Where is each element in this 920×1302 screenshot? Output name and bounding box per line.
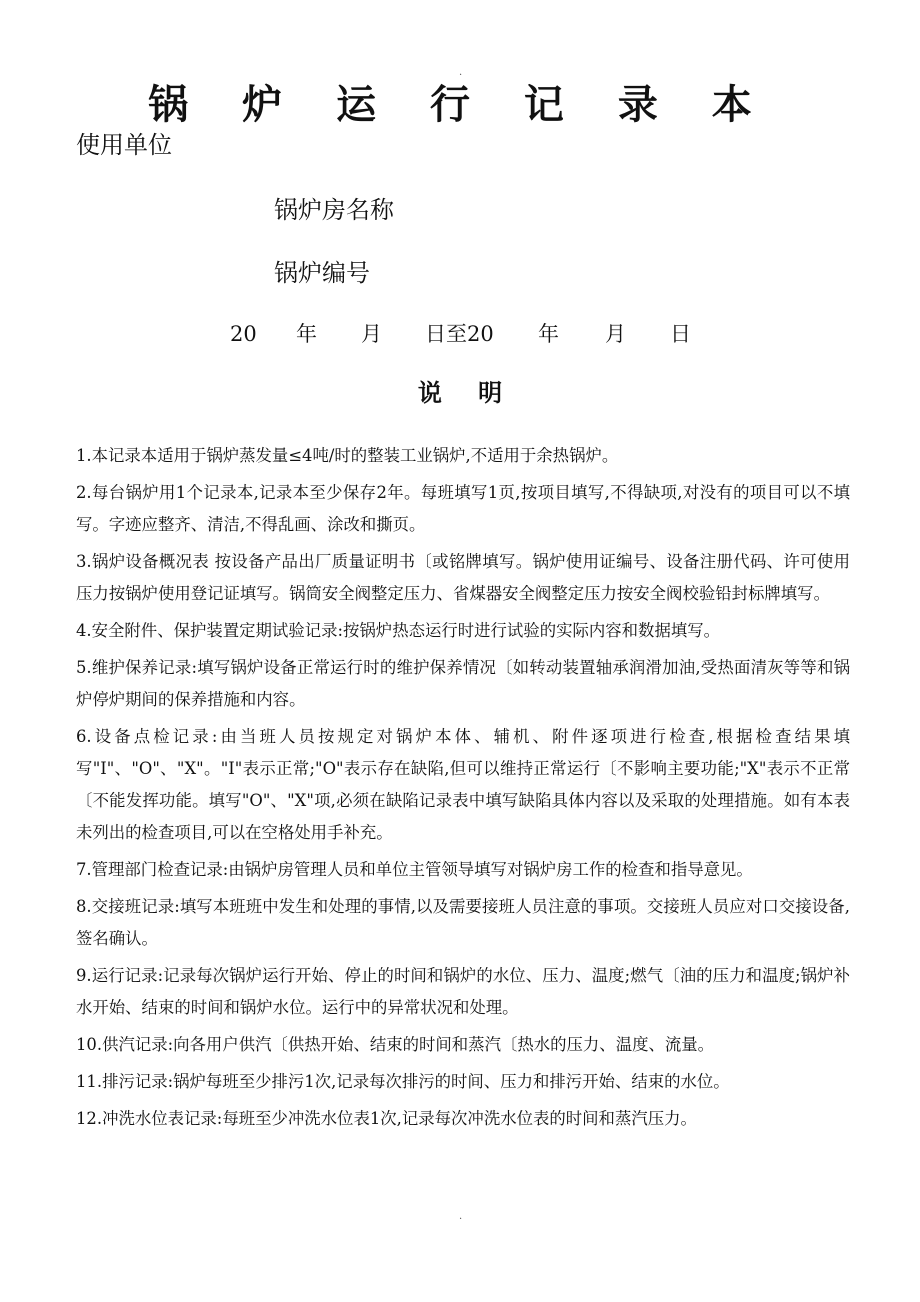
instruction-item: 6.设备点检记录:由当班人员按规定对锅炉本体、辅机、附件逐项进行检查,根据检查结果填写"I"、"O"、"X"。"I"表示正常;"O"表示存在缺陷,但可以维持正常运行〔不影响主要功能;"X"表示不正常〔不能发挥功能。填写"O"、"X"项,必须在缺陷记录表中填写缺陷具体内容以及采取的处理措施。如有本表未列出的检查项目,可以在空格处用手补充。 (76, 727, 850, 842)
date-day-2: 日 (670, 322, 691, 346)
instruction-item: 10.供汽记录:向各用户供汽〔供热开始、结束的时间和蒸汽〔热水的压力、温度、流量。 (76, 1035, 715, 1054)
instruction-item: 9.运行记录:记录每次锅炉运行开始、停止的时间和锅炉的水位、压力、温度;燃气〔油的压力和温度;锅炉补水开始、结束的时间和锅炉水位。运行中的异常状况和处理。 (76, 966, 850, 1017)
use-unit-label: 使用单位 (76, 131, 172, 159)
instructions-heading (0, 378, 920, 408)
instruction-item: 12.冲洗水位表记录:每班至少冲洗水位表1次,记录每次冲洗水位表的时间和蒸汽压力。 (76, 1109, 697, 1128)
date-day-to: 日至20 (425, 322, 494, 346)
date-month-1: 月 (361, 322, 382, 346)
boiler-number-label: 锅炉编号 (274, 259, 370, 287)
instruction-item: 4.安全附件、保护装置定期试验记录:按锅炉热态运行时进行试验的实际内容和数据填写。 (76, 621, 721, 640)
instruction-item: 1.本记录本适用于锅炉蒸发量≤4吨/时的整装工业锅炉,不适用于余热锅炉。 (76, 446, 619, 465)
instructions-heading-part2: 明 (478, 378, 503, 407)
instructions-list (76, 440, 850, 1140)
instructions-heading-part1: 说 (417, 378, 442, 407)
instruction-item: 5.维护保养记录:填写锅炉设备正常运行时的维护保养情况〔如转动装置轴承润滑加油,受热面清灰等等和锅炉停炉期间的保养措施和内容。 (76, 658, 850, 709)
date-year-2: 年 (538, 322, 559, 346)
instruction-item: 11.排污记录:锅炉每班至少排污1次,记录每次排污的时间、压力和排污开始、结束的水位。 (76, 1072, 730, 1091)
date-year-prefix: 20 (230, 322, 257, 346)
instruction-item: 7.管理部门检查记录:由锅炉房管理人员和单位主管领导填写对锅炉房工作的检查和指导意见。 (76, 860, 753, 879)
instruction-item: 8.交接班记录:填写本班班中发生和处理的事情,以及需要接班人员注意的事项。交接班人员应对口交接设备,签名确认。 (76, 897, 850, 948)
document-title: 锅 炉 运 行 记 录 本 (148, 81, 772, 128)
page-mark-top: . (459, 67, 463, 78)
instruction-item: 2.每台锅炉用1个记录本,记录本至少保存2年。每班填写1页,按项目填写,不得缺项,对没有的项目可以不填写。字迹应整齐、清洁,不得乱画、涂改和撕页。 (76, 483, 850, 534)
boiler-room-name-label: 锅炉房名称 (274, 196, 394, 224)
page-mark-bottom: . (459, 1211, 463, 1222)
date-month-2: 月 (605, 322, 626, 346)
instruction-item: 3.锅炉设备概况表 按设备产品出厂质量证明书〔或铭牌填写。锅炉使用证编号、设备注册代码、许可使用压力按锅炉使用登记证填写。锅筒安全阀整定压力、省煤器安全阀整定压力按安全阀校验铅封标牌填写。 (76, 552, 850, 603)
date-year-1: 年 (296, 322, 317, 346)
